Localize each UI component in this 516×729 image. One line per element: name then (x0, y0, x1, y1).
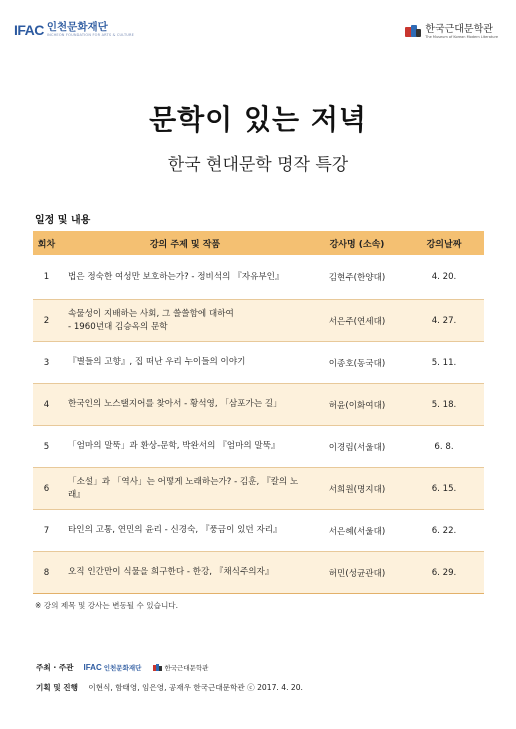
ifac-logo-mark: IFAC (14, 22, 44, 38)
topic-line: 『별들의 고향』, 집 떠난 우리 누이들의 이야기 (68, 357, 246, 367)
host-ifac-mark: IFAC (83, 663, 102, 672)
cell-speaker: 서은주(연세대) (310, 300, 404, 342)
table-row (33, 342, 484, 384)
topic-line: 속물성이 지배하는 사회, 그 쓸쓸함에 대하여 (68, 308, 234, 319)
cell-num: 3 (33, 342, 60, 384)
table-row (33, 510, 484, 552)
cell-date: 6. 15. (404, 468, 484, 510)
footer-host (36, 662, 208, 673)
cell-topic (60, 300, 310, 342)
cell-speaker: 이종호(동국대) (310, 342, 404, 384)
topic-line: - 1960년대 김승옥의 문학 (68, 321, 168, 332)
topic-line: 한국인의 노스탤지어를 찾아서 - 황석영, 「삼포가는 길」 (68, 399, 282, 409)
cell-speaker: 허민(성균관대) (310, 552, 404, 594)
cell-speaker: 이경림(서울대) (310, 426, 404, 468)
ifac-logo-sub: INCHEON FOUNDATION FOR ARTS & CULTURE (46, 33, 135, 37)
ifac-logo-name: 인천문화재단 (46, 21, 108, 33)
section-title: 일정 및 내용 (35, 215, 91, 226)
page-title: 문학이 있는 저녁 (149, 103, 367, 136)
header-topic: 강의 주제 및 작품 (60, 231, 310, 255)
page-subtitle: 한국 현대문학 명작 특강 (167, 155, 349, 175)
cell-date: 6. 22. (404, 510, 484, 552)
notice-text: ※ 강의 제목 및 강사는 변동될 수 있습니다. (35, 601, 179, 610)
schedule-table (33, 231, 484, 594)
cell-num: 4 (33, 384, 60, 426)
cell-topic (60, 255, 310, 300)
cell-topic (60, 468, 310, 510)
cell-date: 6. 29. (404, 552, 484, 594)
credits-label: 기획 및 진행 (36, 683, 78, 692)
table-row (33, 300, 484, 342)
cell-topic (60, 342, 310, 384)
topic-line: 「엄마의 말뚝」과 환상-문학, 박완서의 『엄마의 말뚝』 (68, 441, 280, 451)
cell-speaker: 서은혜(서울대) (310, 510, 404, 552)
table-header-row (33, 231, 484, 255)
topic-line: 「소설」과 「역사」는 어떻게 노래하는가? - 김훈, 『칼의 노래』 (68, 476, 299, 500)
ifac-logo (14, 22, 134, 38)
schedule-body (33, 255, 484, 594)
museum-logo-icon (405, 25, 421, 39)
cell-speaker: 김현주(한양대) (310, 255, 404, 300)
cell-topic (60, 510, 310, 552)
host-museum-name: 한국근대문학관 (164, 664, 209, 672)
table-row (33, 552, 484, 594)
table-row (33, 255, 484, 300)
host-label: 주최 · 주관 (36, 663, 74, 672)
header-num: 회차 (33, 231, 60, 255)
museum-logo (405, 24, 498, 40)
museum-logo-sub: The Museum of Korean Modern Literature (425, 35, 498, 39)
host-ifac-name: 인천문화재단 (103, 664, 142, 672)
cell-date: 5. 11. (404, 342, 484, 384)
table-row (33, 468, 484, 510)
cell-num: 6 (33, 468, 60, 510)
host-museum-logo (153, 663, 208, 672)
cell-topic (60, 426, 310, 468)
topic-line: 법은 정숙한 여성만 보호하는가? - 정비석의 『자유부인』 (68, 271, 284, 282)
cell-date: 4. 20. (404, 255, 484, 300)
cell-num: 7 (33, 510, 60, 552)
table-row (33, 384, 484, 426)
header-date: 강의날짜 (404, 231, 484, 255)
cell-num: 8 (33, 552, 60, 594)
cell-speaker: 서희원(명지대) (310, 468, 404, 510)
credits-text: 이현식, 함태영, 임은영, 공재우 한국근대문학관 ⓒ 2017. 4. 20. (88, 683, 303, 692)
host-ifac-logo (84, 663, 142, 672)
cell-speaker: 허윤(이화여대) (310, 384, 404, 426)
table-row (33, 426, 484, 468)
cell-num: 2 (33, 300, 60, 342)
cell-num: 1 (33, 255, 60, 300)
host-museum-icon (153, 664, 162, 672)
cell-topic (60, 384, 310, 426)
cell-date: 4. 27. (404, 300, 484, 342)
header-speaker: 강사명 (소속) (310, 231, 404, 255)
topic-line: 오직 인간만이 식물을 희구한다 - 한강, 『채식주의자』 (68, 567, 274, 577)
museum-logo-name: 한국근대문학관 (425, 24, 493, 35)
cell-date: 6. 8. (404, 426, 484, 468)
cell-num: 5 (33, 426, 60, 468)
cell-date: 5. 18. (404, 384, 484, 426)
footer-credits (36, 682, 303, 693)
topic-line: 타인의 고통, 연민의 윤리 - 신경숙, 『풍금이 있던 자리』 (68, 525, 282, 535)
cell-topic (60, 552, 310, 594)
header (0, 0, 516, 60)
